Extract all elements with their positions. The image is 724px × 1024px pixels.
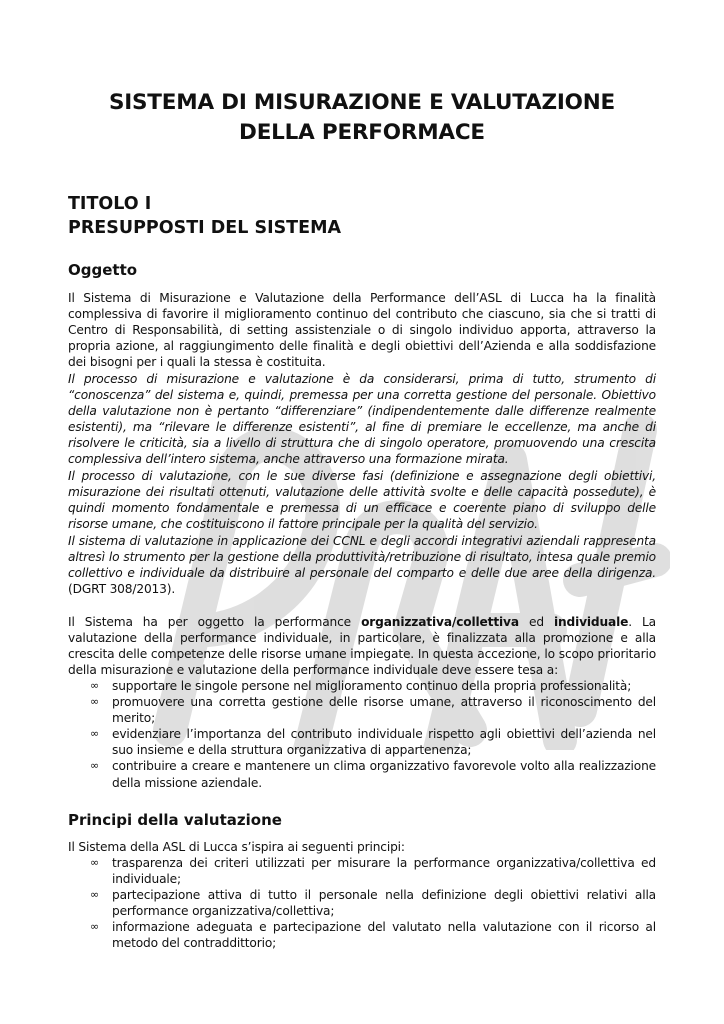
list-item-text: informazione adeguata e partecipazione del valutato nella valutazione con il ricorso al metodo del contraddittorio; xyxy=(112,920,656,951)
list-item xyxy=(68,726,656,758)
list-item xyxy=(68,694,656,726)
infinity-bullet-icon: ∞ xyxy=(90,759,100,773)
infinity-bullet-icon: ∞ xyxy=(90,695,100,709)
chapter-number: TITOLO I xyxy=(68,194,152,214)
list-item-text: supportare le singole persone nel miglioramento continuo della propria professionalità; xyxy=(112,679,632,693)
infinity-bullet-icon: ∞ xyxy=(90,920,100,934)
scope-bold-individual: individuale xyxy=(553,615,629,629)
list-item-text: promuovere una corretta gestione delle risorse umane, attraverso il riconoscimento del merito; xyxy=(112,695,656,726)
goals-list xyxy=(68,678,656,791)
scope-text-e: . La valutazione della performance individuale, in particolare, è finalizzata alla promozione e alla crescita delle competenze delle risorse umane impiegate. In questa accezione, lo scopo prioritario della misurazione e valutazione della performance individuale deve essere tesa a: xyxy=(68,615,656,678)
paragraph-ccnl xyxy=(68,533,656,597)
paragraph-knowledge: Il processo di misurazione e valutazione è da considerarsi, prima di tutto, strumento di “conoscenza” del sistema e, quindi, premessa per una corretta gestione del personale. Obiettivo della valutazione non è pertanto “differenziare” (indipendentemente dalle differenze realmente esistenti), ma “rilevare le differenze esistenti”, al fine di premiare le eccellenze, ma anche di risolvere le criticità, sia a livello di struttura che di singolo operatore, promuovendo una crescita complessiva dell’intero sistema, anche attraverso una formazione mirata. xyxy=(68,372,656,467)
scope-text-c: ed xyxy=(518,615,554,629)
principles-list xyxy=(68,855,656,952)
section-heading-principi: Principi della valutazione xyxy=(68,811,282,829)
infinity-bullet-icon: ∞ xyxy=(90,727,100,741)
infinity-bullet-icon: ∞ xyxy=(90,888,100,902)
list-item xyxy=(68,758,656,790)
list-item-text: trasparenza dei criteri utilizzati per misurare la performance organizzativa/collettiva ed individuale; xyxy=(112,856,656,887)
ccnl-reference: (DGRT 308/2013). xyxy=(68,582,176,597)
document-title xyxy=(68,88,656,148)
paragraph-evaluation-process: Il processo di valutazione, con le sue diverse fasi (definizione e assegnazione degli obiettivi, misurazione dei risultati ottenuti, valutazione delle attività svolte e delle capacità possedute), è quindi momento fondamentale e premessa di un efficace e coerente piano di sviluppo delle risorse umane, che costituiscono il fattore principale per la qualità del servizio. xyxy=(68,469,656,532)
chapter-heading xyxy=(68,192,341,240)
list-item xyxy=(68,887,656,919)
title-line-2: DELLA PERFORMACE xyxy=(239,120,485,145)
infinity-bullet-icon: ∞ xyxy=(90,856,100,869)
paragraph-scope xyxy=(68,614,656,678)
list-item-text: partecipazione attiva di tutto il personale nella definizione degli obiettivi relativi alla performance organizzativa/collettiva; xyxy=(112,888,656,919)
ccnl-text: Il sistema di valutazione in applicazione dei CCNL e degli accordi integrativi aziendali rappresenta altresì lo strumento per la gestione della produttività/retribuzione di risultato, intesa quale premio collettivo e individuale da distribuire al personale del comparto e delle due aree della dirigenza. xyxy=(68,534,656,581)
scope-text-a: Il Sistema ha per oggetto la performance xyxy=(68,615,362,629)
paragraph-principles-intro: Il Sistema della ASL di Lucca s’ispira ai seguenti principi: xyxy=(68,840,405,854)
paragraph-purpose: Il Sistema di Misurazione e Valutazione della Performance dell’ASL di Lucca ha la finalità complessiva di favorire il miglioramento continuo del contributo che ciascuno, sia che si tratti di Centro di Responsabilità, di setting assistenziale o di singolo individuo apporta, attraverso la propria azione, al raggiungimento delle finalità e degli obiettivi dell’Azienda e alla soddisfazione dei bisogni per i quali la stessa è costituita. xyxy=(68,291,656,370)
chapter-title: PRESUPPOSTI DEL SISTEMA xyxy=(68,218,342,238)
section-heading-oggetto: Oggetto xyxy=(68,261,138,279)
list-item-text: contribuire a creare e mantenere un clima organizzativo favorevole volto alla realizzazione della missione aziendale. xyxy=(112,759,656,790)
scope-bold-organizational: organizzativa/collettiva xyxy=(361,615,519,629)
list-item xyxy=(68,919,656,951)
infinity-bullet-icon: ∞ xyxy=(90,679,100,692)
document-body xyxy=(68,88,656,951)
list-item xyxy=(68,855,656,887)
title-line-1: SISTEMA DI MISURAZIONE E VALUTAZIONE xyxy=(108,90,616,115)
list-item-text: evidenziare l’importanza del contributo individuale rispetto agli obiettivi dell’azienda nel suo insieme e della struttura organizzativa di appartenenza; xyxy=(112,727,656,758)
list-item xyxy=(68,678,656,694)
